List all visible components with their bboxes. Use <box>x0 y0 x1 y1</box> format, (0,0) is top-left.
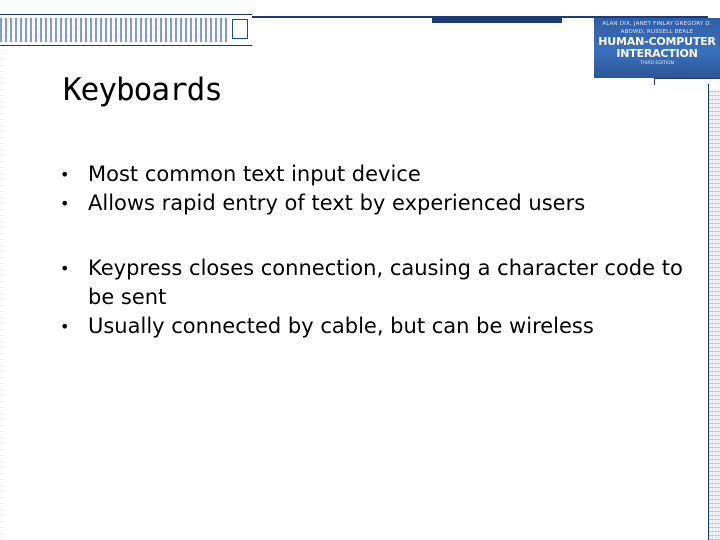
binary-pattern <box>0 18 230 42</box>
bullet-item <box>60 254 690 312</box>
left-decorative-strip <box>0 48 4 540</box>
top-rule-accent <box>432 18 562 23</box>
bullet-item <box>60 160 690 189</box>
bullet-icon: • <box>60 194 70 213</box>
bullet-icon: • <box>60 259 70 278</box>
bullet-item <box>60 189 690 218</box>
book-cover-logo <box>594 18 720 78</box>
bullet-icon: • <box>60 165 70 184</box>
book-cover-authors: ALAN DIX, JANET FINLAY GREGORY D. ABOWD, RUSSELL BEALE <box>602 21 712 35</box>
bullet-icon: • <box>60 317 70 336</box>
slide-title: Keyboards <box>63 72 222 108</box>
bullet-text: Most common text input device <box>88 162 421 186</box>
right-decorative-strip <box>709 90 720 540</box>
bullet-text: Allows rapid entry of text by experienced users <box>88 191 586 215</box>
bullet-text: Keypress closes connection, causing a character code to be sent <box>88 256 683 309</box>
banner-box-icon <box>232 19 248 39</box>
book-cover-title-line1: HUMAN-COMPUTER <box>598 35 716 48</box>
cover-bracket <box>654 78 720 85</box>
bullet-item <box>60 312 690 341</box>
book-cover-edition: THIRD EDITION <box>639 61 675 66</box>
top-binary-banner <box>0 14 252 46</box>
book-cover-title-line2: INTERACTION <box>616 47 698 60</box>
bullet-list <box>60 160 690 341</box>
bullet-text: Usually connected by cable, but can be wireless <box>88 314 594 338</box>
